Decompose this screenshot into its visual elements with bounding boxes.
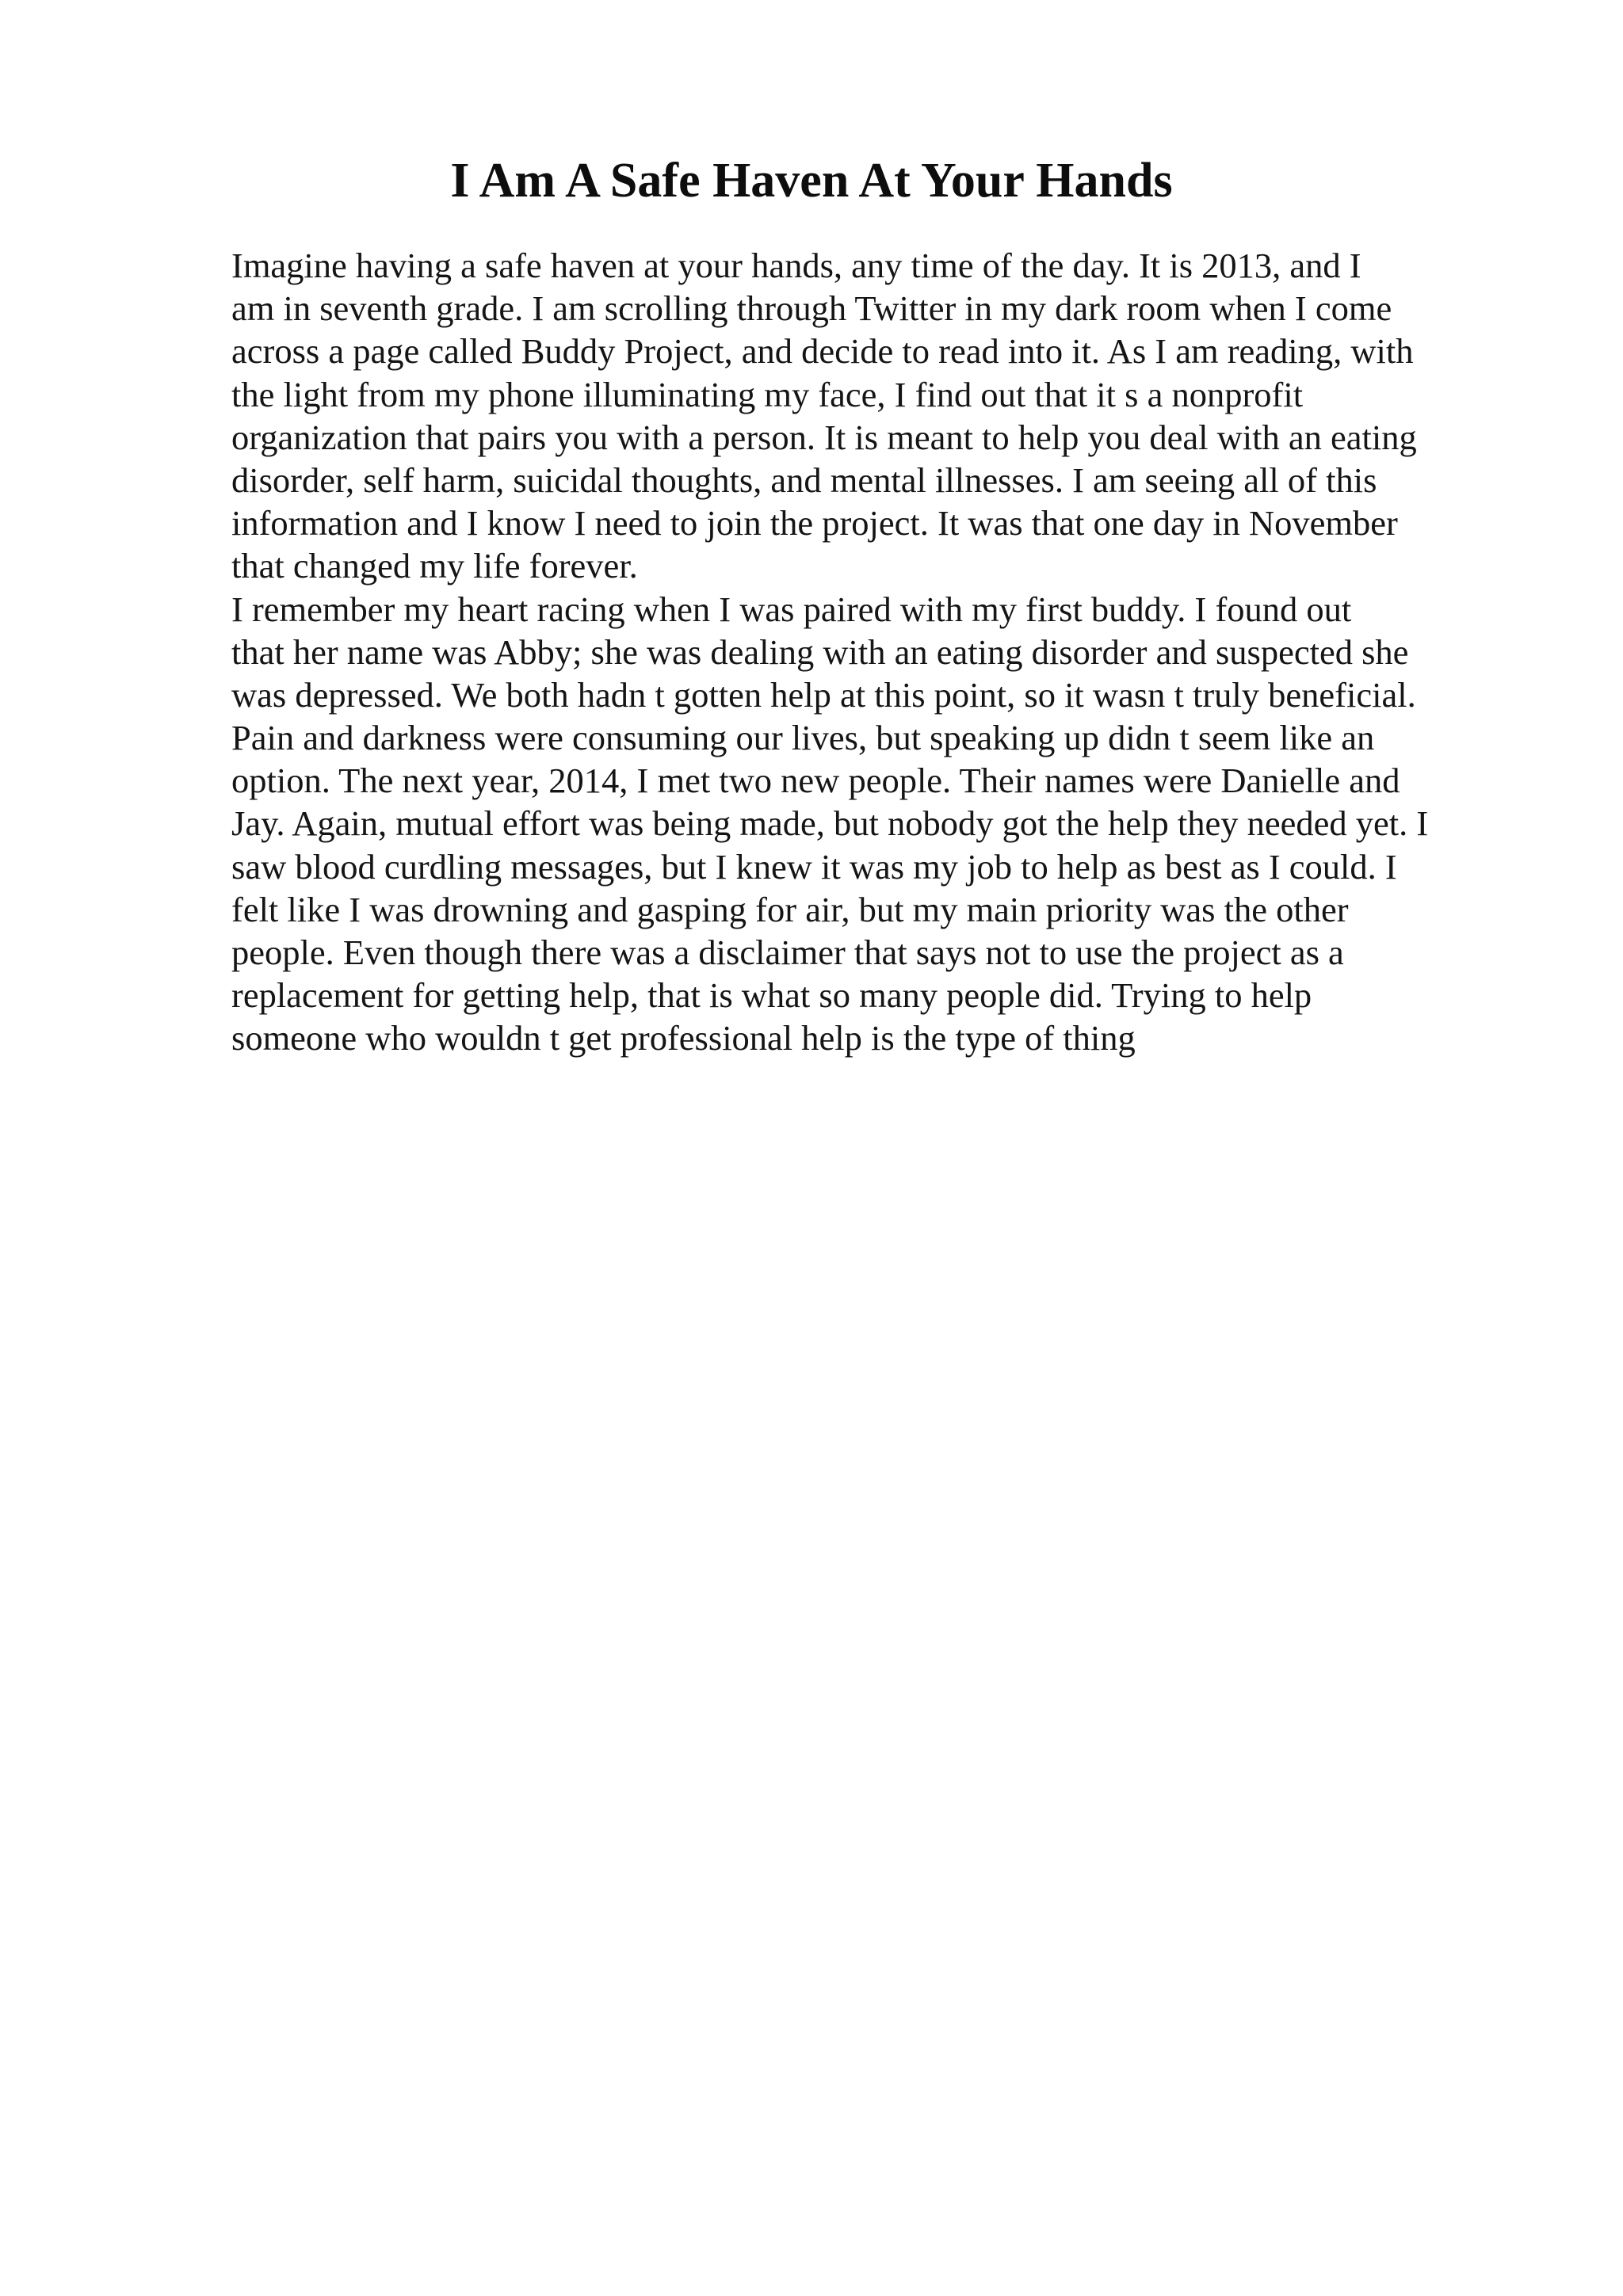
- text-line: saw blood curdling messages, but I knew it was my job to help as best as I could. I: [231, 846, 1397, 887]
- text-line: Jay. Again, mutual effort was being made, but nobody got the help they needed yet. I: [231, 803, 1429, 844]
- text-line: someone who wouldn t get professional help is the type of thing: [231, 1018, 1136, 1058]
- text-line: organization that pairs you with a person. It is meant to help you deal with an eating: [231, 417, 1417, 457]
- text-line: disorder, self harm, suicidal thoughts, and mental illnesses. I am seeing all of this: [231, 460, 1377, 500]
- text-line: was depressed. We both hadn t gotten help at this point, so it wasn t truly beneficial.: [231, 674, 1416, 715]
- text-line: Pain and darkness were consuming our lives, but speaking up didn t seem like an: [231, 718, 1375, 758]
- text-line: that her name was Abby; she was dealing with an eating disorder and suspected she: [231, 631, 1409, 672]
- text-line: across a page called Buddy Project, and decide to read into it. As I am reading, with: [231, 331, 1414, 372]
- document-title: I Am A Safe Haven At Your Hands: [450, 154, 1173, 208]
- text-line: the light from my phone illuminating my face, I find out that it s a nonprofit: [231, 374, 1304, 414]
- text-line: replacement for getting help, that is what so many people did. Trying to help: [231, 975, 1312, 1016]
- text-line: felt like I was drowning and gasping for air, but my main priority was the other: [231, 889, 1349, 929]
- text-line: am in seventh grade. I am scrolling through Twitter in my dark room when I come: [231, 288, 1392, 329]
- text-line: Imagine having a safe haven at your hands, any time of the day. It is 2013, and I: [231, 246, 1361, 285]
- text-line: that changed my life forever.: [231, 546, 638, 586]
- text-line: I remember my heart racing when I was paired with my first buddy. I found out: [231, 589, 1352, 629]
- document-body: [231, 244, 1499, 1060]
- text-line: option. The next year, 2014, I met two new people. Their names were Danielle and: [231, 761, 1400, 801]
- text-line: information and I know I need to join the project. It was that one day in November: [231, 503, 1398, 543]
- text-line: people. Even though there was a disclaimer that says not to use the project as a: [231, 933, 1344, 972]
